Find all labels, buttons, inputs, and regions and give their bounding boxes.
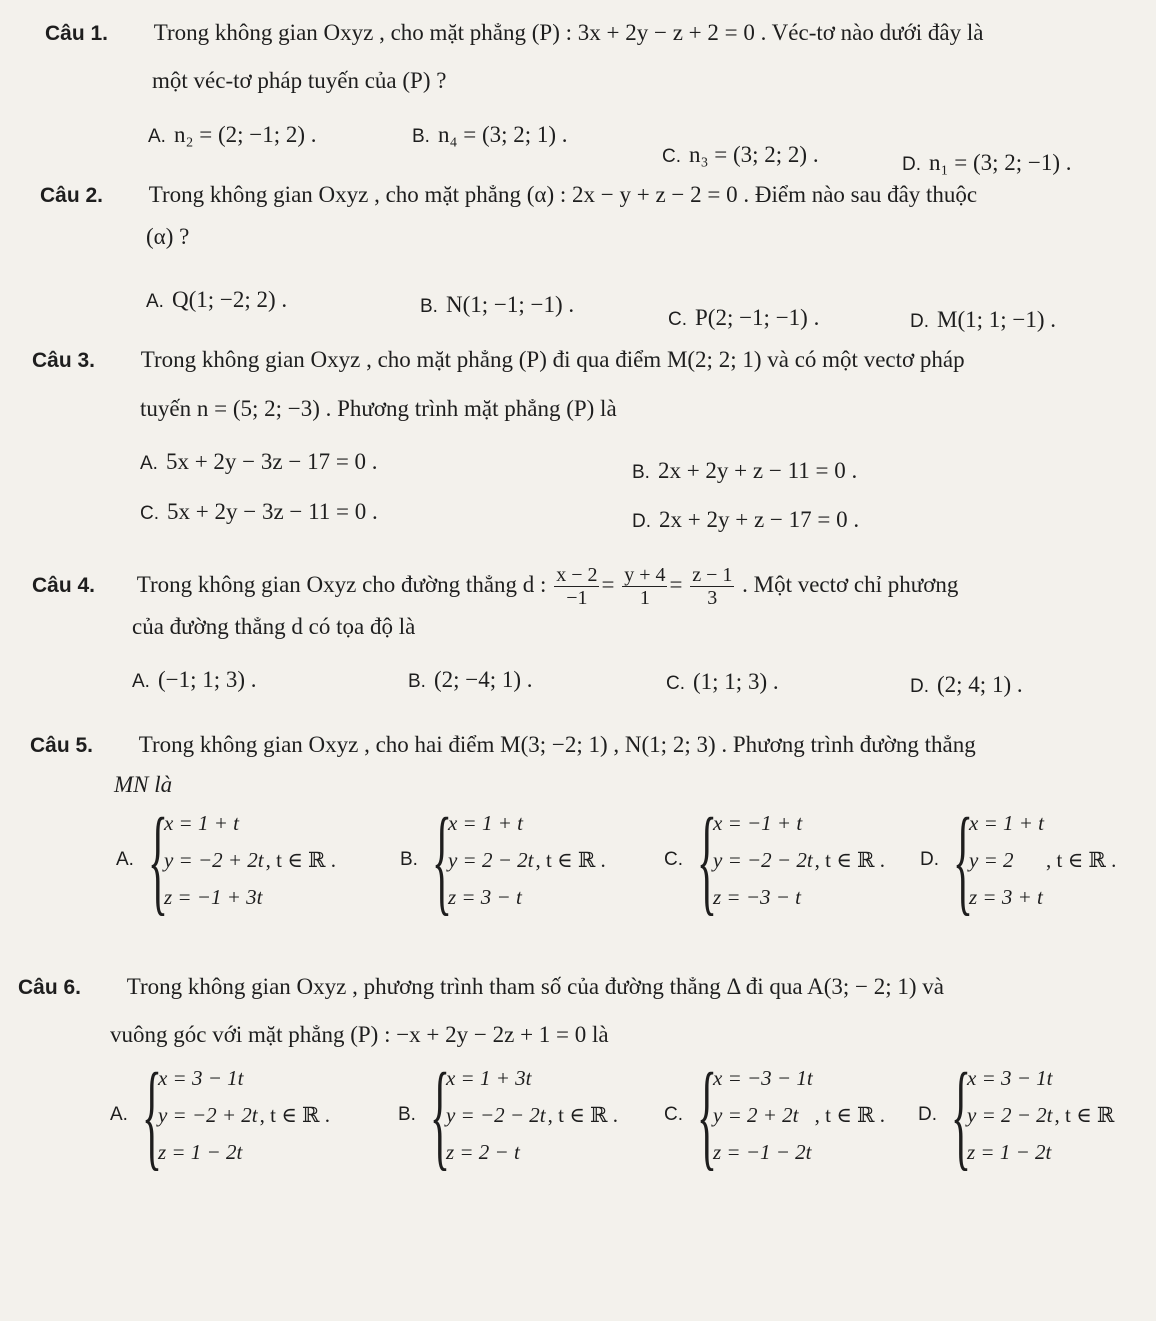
q2-option-c[interactable]: C. P(2; −1; −1) . [668,305,820,330]
brace-icon: { [696,793,718,926]
q5-stem-line1 [30,730,976,761]
q2-option-d[interactable]: D. M(1; 1; −1) . [910,307,1057,332]
q4-text-post: . Một vectơ chỉ phương [742,572,959,597]
q2-label: Câu 2. [40,184,104,207]
q1-stem-line2: một véc-tơ pháp tuyến của (P) ? [152,68,447,93]
q5-label: Câu 5. [30,734,94,757]
q1-option-d[interactable]: D. n₁ = (3; 2; −1) . [902,150,1072,175]
q6-label: Câu 6. [18,976,82,999]
brace-icon: { [429,1048,450,1181]
q2-stem-line1 [40,180,977,211]
q6-option-b[interactable]: B. { x = 1 + 3t y = −2 − 2t z = 2 − t , t ∈ ℝ . [398,1048,618,1181]
q1-option-c[interactable]: C. n₃ = (3; 2; 2) . [662,142,819,167]
q5-stem-line2: MN là [114,772,173,797]
q5-option-b[interactable]: B. { x = 1 + t y = 2 − 2t z = 3 − t , t ∈ ℝ . [400,793,606,926]
q4-option-a[interactable]: A. (−1; 1; 3) . [132,667,257,692]
q6-option-a[interactable]: A. { x = 3 − 1t y = −2 + 2t z = 1 − 2t , t ∈ ℝ . [110,1048,330,1181]
q1-label: Câu 1. [45,22,109,45]
q4-stem-line1: Câu 4. Trong không gian Oxyz cho đường thẳng d : $\frac{x - 2}{-1}$ = $\frac{y + 4}{1}$ = $\frac{z - 1}{3}$ . Một vectơ chỉ phương [32,564,959,610]
q4-option-d[interactable]: D. (2; 4; 1) . [910,672,1023,697]
q5-text1: Trong không gian Oxyz , cho hai điểm M(3; −2; 1) , N(1; 2; 3) . Phương trình đường thẳng [138,732,976,757]
q3-label: Câu 3. [32,349,96,372]
q3-option-c[interactable]: C. 5x + 2y − 3z − 11 = 0 . [140,499,378,524]
q3-option-d[interactable]: D. 2x + 2y + z − 17 = 0 . [632,507,860,532]
q5-option-a[interactable]: A. { x = 1 + t y = −2 + 2t z = −1 + 3t , t ∈ ℝ . [116,793,336,926]
q6-stem-line2: vuông góc với mặt phẳng (P) : −x + 2y − 2z + 1 = 0 là [110,1022,609,1047]
q4-option-b[interactable]: B. (2; −4; 1) . [408,667,533,692]
q3-stem-line1 [32,345,965,376]
q1-stem-line1 [45,18,983,49]
q1-option-a[interactable]: A. n₂ = (2; −1; 2) . [148,122,317,147]
q3-text1: Trong không gian Oxyz , cho mặt phẳng (P) đi qua điểm M(2; 2; 1) và có một vectơ pháp [140,347,965,372]
q2-option-b[interactable]: B. N(1; −1; −1) . [420,292,575,317]
q3-option-b[interactable]: B. 2x + 2y + z − 11 = 0 . [632,458,858,483]
q6-option-d[interactable]: D. { x = 3 − 1t y = 2 − 2t z = 1 − 2t , t ∈ ℝ [918,1048,1115,1181]
brace-icon: { [950,1048,972,1181]
q6-option-c[interactable]: C. { x = −3 − 1t y = 2 + 2t z = −1 − 2t , t ∈ ℝ . [664,1048,886,1181]
brace-icon: { [952,793,974,926]
brace-icon: { [696,1048,718,1181]
q4-fraction-z: $\frac{z - 1}{3}$ [692,564,733,610]
q4-fraction-y: $\frac{y + 4}{1}$ [624,564,666,610]
q2-stem-line2: (α) ? [146,224,190,249]
brace-icon: { [141,1048,162,1181]
q3-stem-line2: tuyến n = (5; 2; −3) . Phương trình mặt phẳng (P) là [140,396,617,421]
brace-icon: { [147,793,168,926]
q4-option-c[interactable]: C. (1; 1; 3) . [666,669,779,694]
q4-stem-line2: của đường thẳng d có tọa độ là [132,614,416,639]
q6-text1: Trong không gian Oxyz , phương trình tham số của đường thẳng Δ đi qua A(3; − 2; 1) và [126,974,944,999]
q6-stem-line1 [18,972,944,1003]
q3-option-a[interactable]: A. 5x + 2y − 3z − 17 = 0 . [140,449,378,474]
q4-label: Câu 4. [32,574,96,597]
q1-text1: Trong không gian Oxyz , cho mặt phẳng (P) : 3x + 2y − z + 2 = 0 . Véc-tơ nào dưới đây là [153,20,984,45]
brace-icon: { [431,793,452,926]
q4-text-pre: Trong không gian Oxyz cho đường thẳng d : [136,572,547,597]
q2-text1: Trong không gian Oxyz , cho mặt phẳng (α) : 2x − y + z − 2 = 0 . Điểm nào sau đây thuộc [148,182,978,207]
q2-option-a[interactable]: A. Q(1; −2; 2) . [146,287,288,312]
q5-option-c[interactable]: C. { x = −1 + t y = −2 − 2t z = −3 − t , t ∈ ℝ . [664,793,886,926]
q5-option-d[interactable]: D. { x = 1 + t y = 2 z = 3 + t , t ∈ ℝ . [920,793,1117,926]
q1-option-b[interactable]: B. n₄ = (3; 2; 1) . [412,122,568,147]
q4-fraction-x: $\frac{x - 2}{-1}$ [556,564,598,610]
